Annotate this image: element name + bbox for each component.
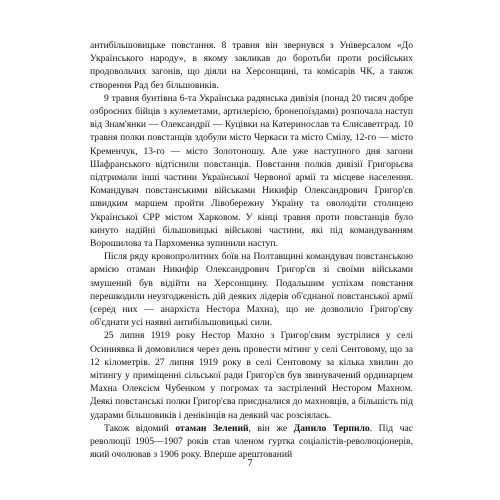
paragraph-5-rest: . Під час революції 1905—1907 років став членом гуртка соціалістів-революціонерів, який очолював з 1906 року. Вперше арештований xyxy=(90,422,413,461)
paragraph-2: 9 травня бунтівна 6-та Українська радянська дивізія (понад 20 тисяч добре озброєних бійців з кулеметами, артилерією, бронепоїздами) розпочала наступ від Знам'янки — Олександрії — Куцівки на Катеринослав та Єлисаветград. 10 травня полки повстанців здобули місто Черкаси та місто Смілу, 12-го — місто Кременчук, 13-го — місто Золотоношу. Але уже наступного дня загони Шафранського відтіснили повстанців. Повстання полків дивізії Григорьєва підтримали інші частини Української Червоної армії та місцеве населення. Командувач повстанськими військами Никифір Олександрович Григор'єв швидким маршем пройти Лівобережну Україну та оволодіти столицею Української СРР містом Харковом. У кінці травня проти повстанців було кинуто надійні більшовицькі військові частини, які під командуванням Ворошилова та Пархоменка зупинили наступ. xyxy=(90,92,413,250)
otaman-zeleny-name: отаман Зелений xyxy=(175,422,249,434)
paragraph-4: 25 липня 1919 року Нестор Махно з Григор'євим зустрілися у селі Осиниявка й домовилися через день провести мітинг у селі Сентовому, що за 12 кілометрів. 27 липня 1919 року в селі Сентовому за кілька хвилин до мітингу у приміщенні сільської ради Григор'єв був звинувачений ординарцем Махна Олексієм Чубенком у погромах та застрілений Нестором Махном. Деякі повстанські полки Григор'єва приєдналися до махновців, а більшість під ударами більшовиків і денікінців на деякий час розсіялась. xyxy=(90,330,413,421)
paragraph-5-prefix: Також відомий xyxy=(104,422,176,434)
page-number: 7 xyxy=(247,458,253,469)
paragraph-5-middle: , він же xyxy=(248,422,294,434)
paragraph-3: Після ряду кровопролитних боїв на Полтавщині командувач повстанською армією отаман Никифір Олександрович Григор'єв зі своїми військами змушений був відійти на Херсонщину. Подальшим успіхам повстання перешкодили неузгодженість дій деяких лідерів об'єднаної повстанської армії (серед них — анархіста Нестора Махна), що не дозволило Григор'єву об'єднати усі наявні антибільшовицькі сили. xyxy=(90,251,413,329)
body-text xyxy=(90,39,413,462)
paragraph-5 xyxy=(90,422,413,462)
paragraph-1: антибільшовицьке повстання. 8 травня він звернувся з Універсалом «До Українського народу», в якому закликав до боротьби проти російських продовольчих загонів, що діяли на Херсонщині, та комісарів ЧК, а також створення Рад без більшовиків. xyxy=(90,40,413,91)
danylo-terpylo-name: Данило Терпило xyxy=(293,422,370,434)
